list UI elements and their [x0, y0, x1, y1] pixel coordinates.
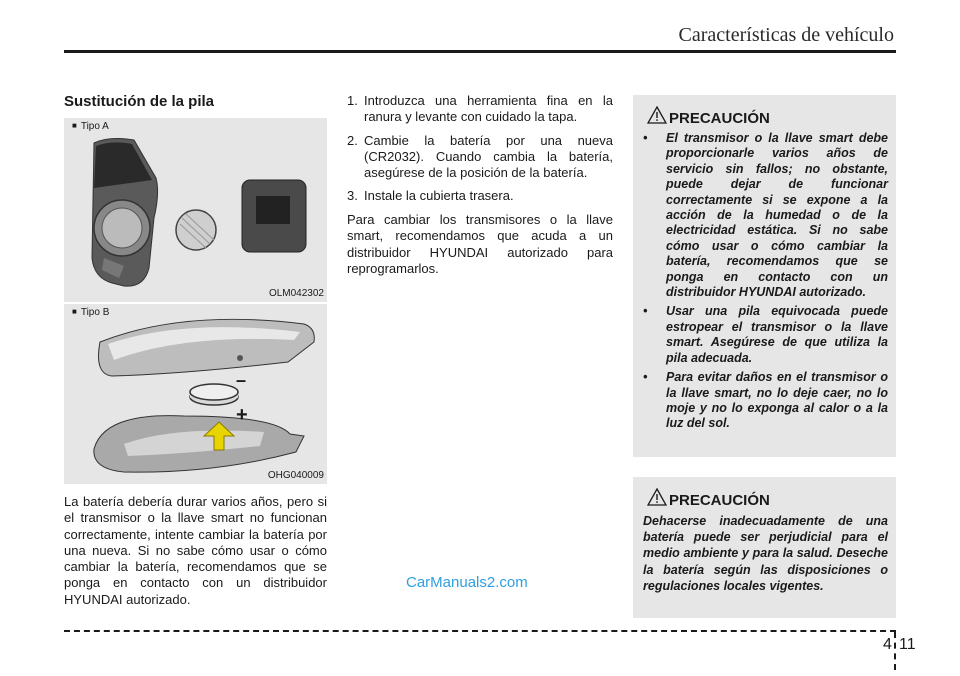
caution-title-text: PRECAUCIÓN	[669, 110, 770, 127]
caution-bullet-list	[643, 131, 888, 432]
caution-bullet: • Usar una pila equivocada puede estropear el transmisor o la llave smart. Asegúrese de que utiliza la pila adecuada.	[643, 304, 888, 365]
caution-bullet-text: Usar una pila equivocada puede estropear el transmisor o la llave smart. Asegúrese de que utiliza la pila adecuada.	[666, 304, 888, 365]
figure-type-b	[64, 304, 327, 484]
step-item	[347, 93, 613, 126]
step-number: 1.	[347, 93, 358, 108]
header-rule	[64, 50, 896, 53]
caution-bullet-text: Para evitar daños en el transmisor o la llave smart, no lo deje caer, no lo moje y no lo exponga al calor o a la luz del sol.	[666, 370, 888, 431]
step-item	[347, 133, 613, 182]
caution-bullet: • Para evitar daños en el transmisor o la llave smart, no lo deje caer, no lo moje y no lo exponga al calor o a la luz del sol.	[643, 370, 888, 431]
figure-b-label: ■ Tipo B	[72, 307, 109, 318]
page-number: 11	[899, 636, 916, 653]
section-heading: Sustitución de la pila	[64, 93, 215, 110]
figure-type-a	[64, 118, 327, 302]
step-text: Cambie la batería por una nueva (CR2032). Cuando cambia la batería, asegúrese de la posición de la batería.	[364, 132, 613, 181]
replacement-steps	[347, 93, 613, 212]
chapter-number: 4	[883, 636, 892, 653]
caution-box-transmitter	[633, 95, 896, 457]
key-type-a-illustration	[64, 118, 327, 302]
footer-rule	[64, 630, 896, 632]
caution-bullet-text: El transmisor o la llave smart debe proporcionarle varios años de servicio sin fallos; no obstante, puede dejar de funcionar correctamente si se expone a la acción de la humedad o de la electricidad estática. Si no sabe cómo usar o cómo cambiar la batería, recomendamos que se ponga en contacto con un distribuidor HYUNDAI autorizado.	[666, 131, 888, 300]
figure-a-label: ■ Tipo A	[72, 121, 109, 132]
watermark-link[interactable]: CarManuals2.com	[406, 574, 528, 591]
caution-disposal-text: Dehacerse inadecuadamente de una batería puede ser perjudicial para el medio ambiente y para la salud. Deseche la batería según las disposiciones o regulaciones locales vigentes.	[643, 514, 888, 593]
figure-a-code: OLM042302	[268, 288, 324, 299]
step-item	[347, 188, 613, 204]
caution-title	[643, 109, 888, 129]
step-number: 2.	[347, 132, 358, 148]
caution-title-text: PRECAUCIÓN	[669, 492, 770, 509]
battery-minus-sign: –	[236, 370, 247, 390]
battery-life-paragraph: La batería debería durar varios años, pero si el transmisor o la llave smart no funcionan correctamente, intente cambiar la batería por una nueva. Si no sabe cómo usar o cómo cambiar la batería, recomendamos que se ponga en contacto con un distribuidor HYUNDAI autorizado.	[64, 494, 327, 607]
step-text: Instale la cubierta trasera.	[364, 188, 514, 204]
step-number: 3.	[347, 188, 358, 204]
warning-triangle-icon	[647, 488, 667, 506]
reprogramming-paragraph: Para cambiar los transmisores o la llave smart, recomendamos que acuda a un distribuidor HYUNDAI autorizado para reprogramarlos.	[347, 212, 613, 276]
caution-title	[643, 491, 888, 511]
battery-plus-sign: +	[236, 404, 248, 426]
caution-box-disposal	[633, 477, 896, 618]
caution-bullet: • El transmisor o la llave smart debe proporcionarle varios años de servicio sin fallos; no obstante, puede dejar de funcionar correctamente si se expone a la acción de la humedad o de la electricidad estática. Si no sabe cómo usar o cómo cambiar la batería, recomendamos que se ponga en contacto con un distribuidor HYUNDAI autorizado.	[643, 131, 888, 300]
step-text: Introduzca una herramienta fina en la ranura y levante con cuidado la tapa.	[364, 93, 613, 125]
key-type-b-illustration	[64, 304, 327, 484]
page-number-separator	[894, 632, 896, 670]
running-header: Características de vehículo	[678, 24, 894, 46]
warning-triangle-icon	[647, 106, 667, 124]
figure-b-code: OHG040009	[267, 470, 324, 481]
